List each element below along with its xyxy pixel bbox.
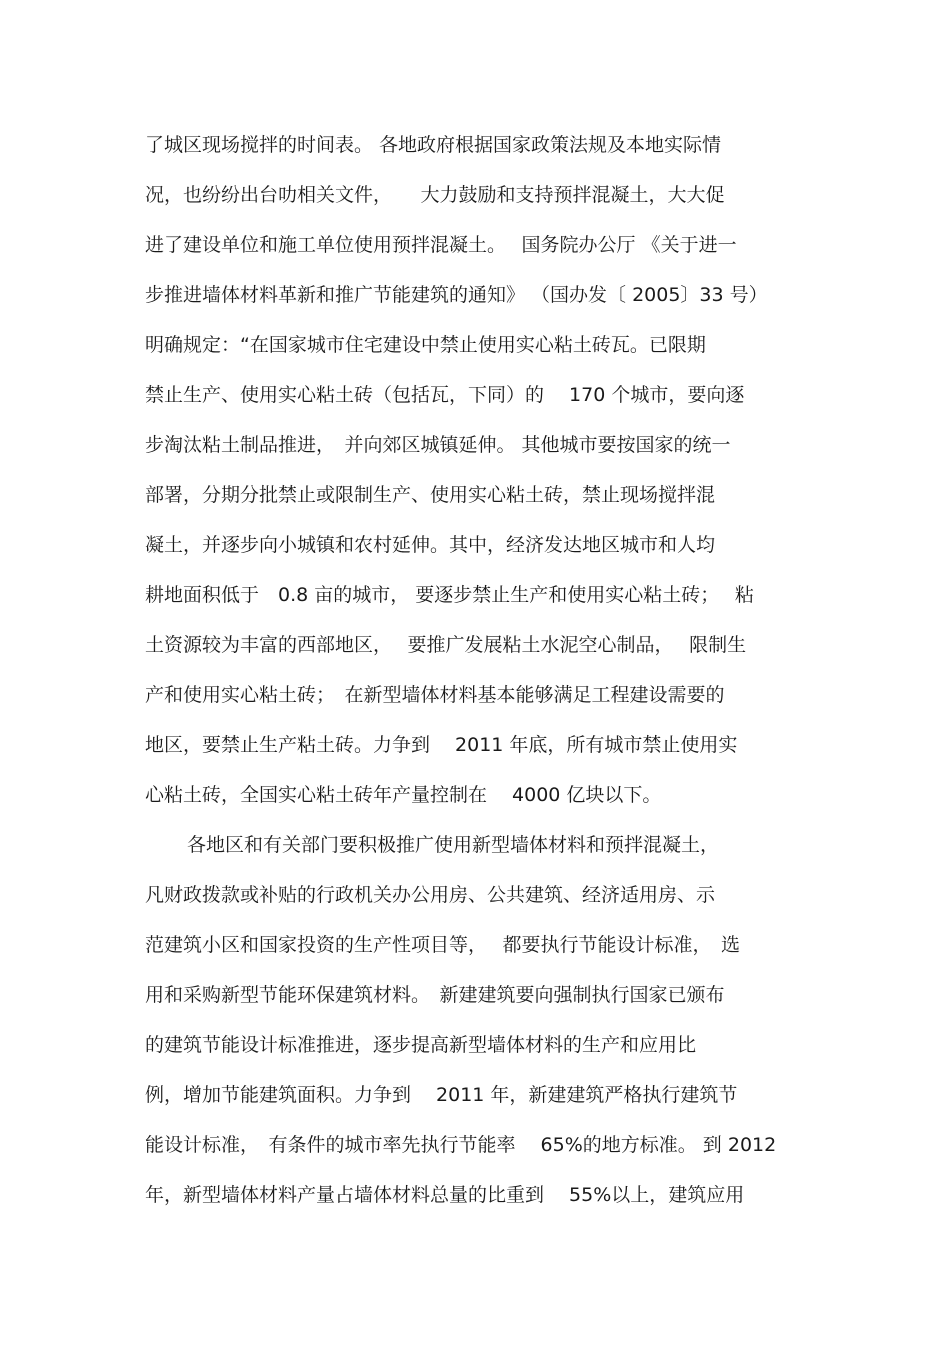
text-line-5: 明确规定：“在国家城市住宅建设中禁止使用实心粘土砖瓦。已限期	[145, 334, 706, 356]
paragraph-start-line: 各地区和有关部门要积极推广使用新型墙体材料和预拌混凝土，	[187, 834, 720, 856]
text-line-18: 用和采购新型节能环保建筑材料。 新建建筑要向强制执行国家已颁布	[145, 984, 725, 1006]
text-line-14: 心粘土砖，全国实心粘土砖年产量控制在 4000 亿块以下。	[145, 784, 662, 806]
text-line-2: 况，也纷纷出台叻相关文件， 大力鼓励和支持预拌混凝土，大大促	[145, 184, 725, 206]
text-line-1: 了城区现场搅拌的时间表。 各地政府根据国家政策法规及本地实际情	[145, 134, 722, 156]
text-line-21: 能设计标准， 有条件的城市率先执行节能率 65%的地方标准。 到 2012	[145, 1134, 777, 1156]
text-line-9: 凝土，并逐步向小城镇和农村延伸。其中，经济发达地区城市和人均	[145, 534, 716, 556]
text-line-6: 禁止生产、使用实心粘土砖（包括瓦，下同）的 170 个城市，要向逐	[145, 384, 745, 406]
text-line-7: 步淘汰粘土制品推进， 并向郊区城镇延伸。 其他城市要按国家的统一	[145, 434, 731, 456]
text-line-4: 步推进墙体材料革新和推广节能建筑的通知》 （国办发〔 2005〕33 号）	[145, 284, 768, 306]
text-line-20: 例，增加节能建筑面积。力争到 2011 年，新建建筑严格执行建筑节	[145, 1084, 738, 1106]
text-line-19: 的建筑节能设计标准推进，逐步提高新型墙体材料的生产和应用比	[145, 1034, 697, 1056]
text-line-22: 年，新型墙体材料产量占墙体材料总量的比重到 55%以上，建筑应用	[145, 1184, 745, 1206]
text-line-12: 产和使用实心粘土砖； 在新型墙体材料基本能够满足工程建设需要的	[145, 684, 725, 706]
text-line-16: 凡财政拨款或补贴的行政机关办公用房、公共建筑、经济适用房、示	[145, 884, 716, 906]
text-line-17: 范建筑小区和国家投资的生产性项目等， 都要执行节能设计标准， 选	[145, 934, 741, 956]
text-line-11: 土资源较为丰富的西部地区， 要推广发展粘土水泥空心制品， 限制生	[145, 634, 747, 656]
document-text-body	[145, 120, 825, 1220]
text-line-10: 耕地面积低于 0.8 亩的城市， 要逐步禁止生产和使用实心粘土砖； 粘	[145, 584, 754, 606]
text-line-13: 地区，要禁止生产粘土砖。力争到 2011 年底，所有城市禁止使用实	[145, 734, 738, 756]
text-line-3: 进了建设单位和施工单位使用预拌混凝土。 国务院办公厅 《关于进一	[145, 234, 737, 256]
text-line-8: 部署，分期分批禁止或限制生产、使用实心粘土砖，禁止现场搅拌混	[145, 484, 716, 506]
